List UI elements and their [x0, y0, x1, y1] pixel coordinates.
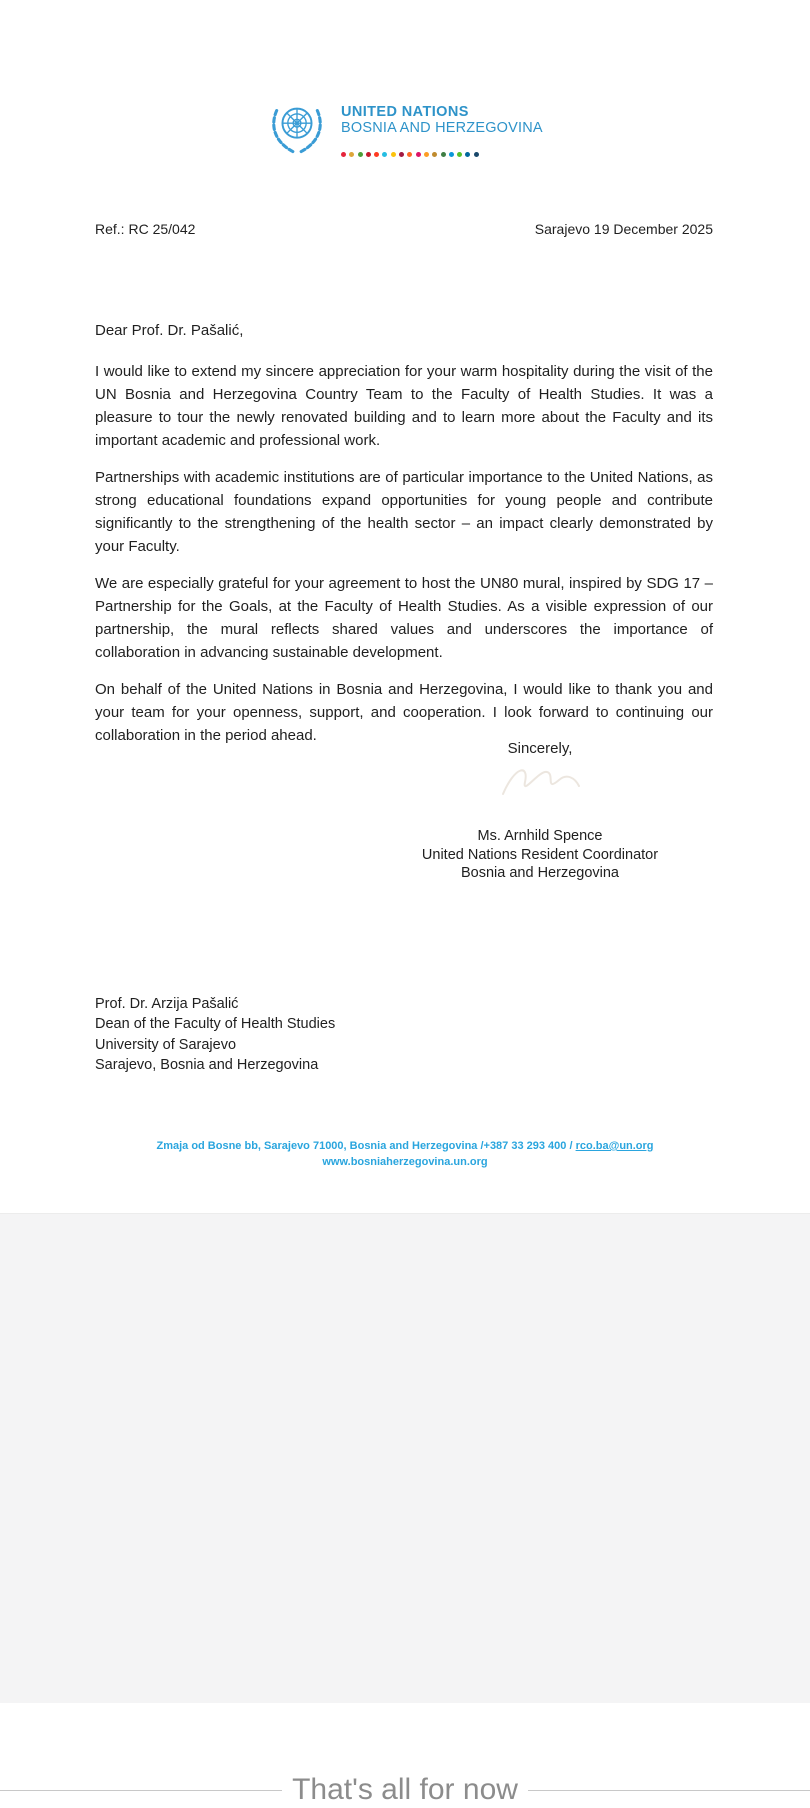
dateline: Sarajevo 19 December 2025 [534, 221, 713, 237]
sdg-dot [432, 152, 437, 157]
letterhead-text [341, 97, 543, 157]
paragraph-4: On behalf of the United Nations in Bosnia and Herzegovina, I would like to thank you and your team for your openness, support, and cooperation. I look forward to continuing our collaboration in the period ahead. [95, 681, 713, 744]
paragraph-1: I would like to extend my sincere appreciation for your warm hospitality during the visit of the UN Bosnia and Herzegovina Country Team to the Faculty of Health Studies. It was a pleasure to tour the newly renovated building and to learn more about the Faculty and its important academic and professional work. [95, 363, 713, 449]
footer-contact-line [0, 1138, 810, 1154]
sdg-dot [391, 152, 396, 157]
un-emblem-icon [266, 97, 328, 159]
sdg-dot [374, 152, 379, 157]
recipient-city: Sarajevo, Bosnia and Herzegovina [95, 1056, 319, 1073]
sdg-dots-row [341, 152, 543, 157]
signer-name: Ms. Arnhild Spence [477, 828, 603, 844]
recipient-name: Prof. Dr. Arzija Pašalić [95, 996, 239, 1012]
letter-footer [0, 1138, 810, 1170]
sdg-dot [382, 152, 387, 157]
sdg-dot [358, 152, 363, 157]
sdg-dot [449, 152, 454, 157]
background-gap [0, 1213, 810, 1704]
paragraph-2: Partnerships with academic institutions are of particular importance to the United Nations, as strong educational foundations expand opportunities for young people and contribute significantly to the strengthening of the health sector – an impact clearly demonstrated by your Faculty. [95, 469, 713, 555]
sdg-dot [441, 152, 446, 157]
footer-address-phone: Zmaja od Bosne bb, Sarajevo 71000, Bosnia and Herzegovina /+387 33 293 400 / [156, 1140, 576, 1152]
closing: Sincerely, [507, 740, 573, 757]
sdg-dot [399, 152, 404, 157]
sdg-dot [341, 152, 346, 157]
signer-country: Bosnia and Herzegovina [461, 865, 619, 881]
signature-mark [495, 756, 585, 812]
recipient-institution: University of Sarajevo [95, 1036, 237, 1053]
sdg-dot [457, 152, 462, 157]
end-of-feed-text: That's all for now [292, 1773, 518, 1806]
org-name: UNITED NATIONS [341, 104, 469, 120]
org-subtitle: BOSNIA AND HERZEGOVINA [341, 120, 543, 136]
end-of-feed-divider [0, 1772, 810, 1808]
sdg-dot [424, 152, 429, 157]
signer-title: United Nations Resident Coordinator [421, 846, 659, 863]
footer-website: www.bosniaherzegovina.un.org [322, 1156, 488, 1168]
footer-email-link[interactable]: rco.ba@un.org [575, 1140, 654, 1152]
ref-date-row [95, 221, 713, 237]
sdg-dot [407, 152, 412, 157]
recipient-title: Dean of the Faculty of Health Studies [95, 1016, 336, 1033]
sdg-dot [465, 152, 470, 157]
paragraph-3: We are especially grateful for your agreement to host the UN80 mural, inspired by SDG 17 – Partnership for the Goals, at the Faculty of Health Studies. As a visible expression of our partnership, the mural reflects shared values and underscores the importance of collaboration in advancing sustainable development. [95, 575, 713, 661]
sdg-dot [416, 152, 421, 157]
signature-block [340, 827, 740, 883]
sdg-dot [349, 152, 354, 157]
sdg-dot [366, 152, 371, 157]
salutation: Dear Prof. Dr. Pašalić, [95, 322, 244, 339]
divider-line-left [0, 1790, 282, 1791]
divider-line-right [528, 1790, 810, 1791]
un-letterhead [266, 97, 543, 159]
sdg-dot [474, 152, 479, 157]
letter-body [95, 319, 713, 761]
recipient-block [95, 994, 335, 1075]
reference-number: Ref.: RC 25/042 [95, 221, 196, 237]
